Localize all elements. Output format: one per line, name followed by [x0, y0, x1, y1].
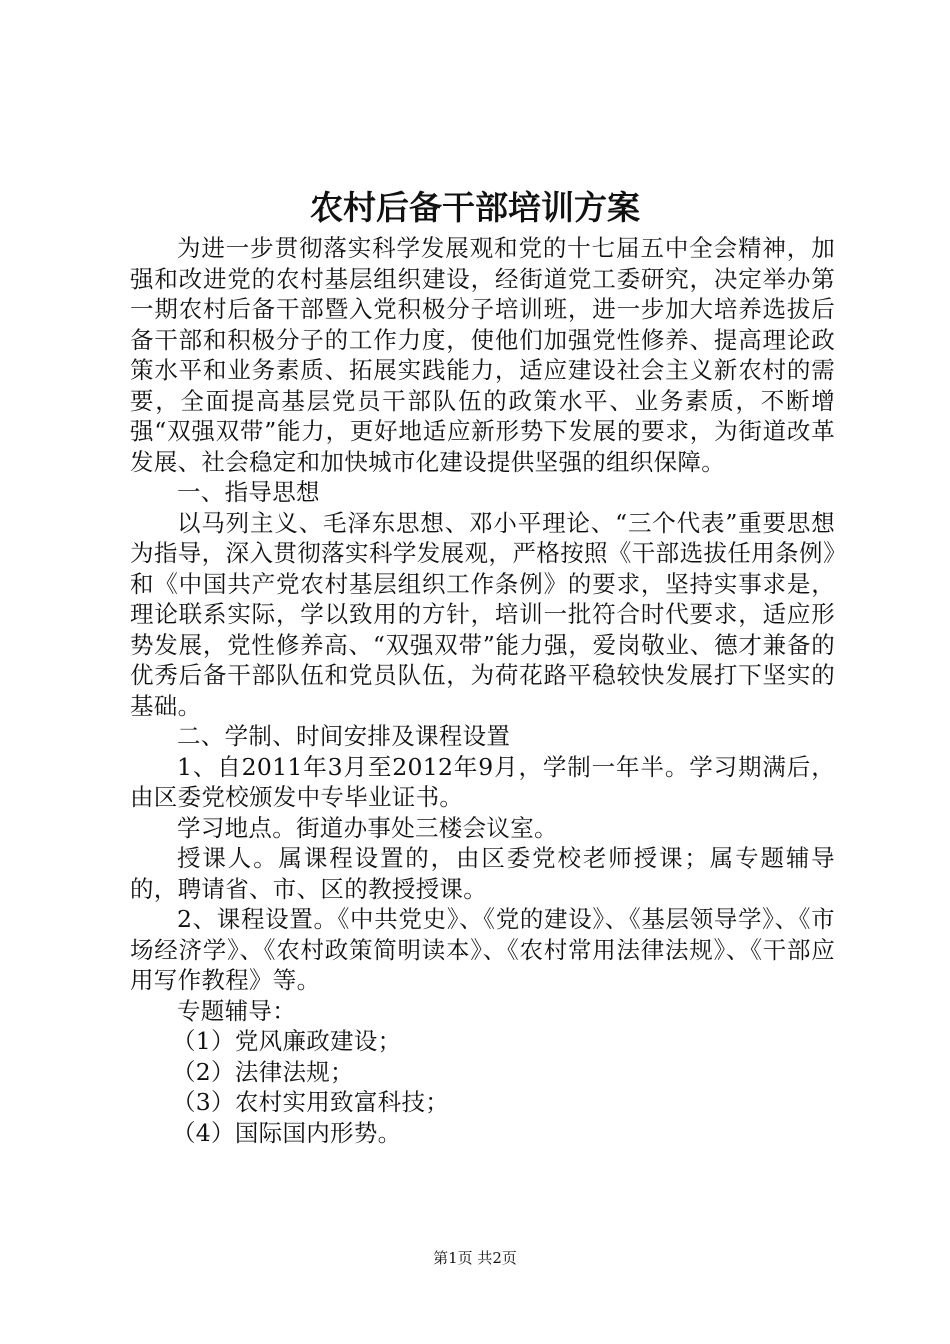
course-settings-paragraph: 2、课程设置。《中共党史》、《党的建设》、《基层领导学》、《市场经济学》、《农村政策简明读本》、《农村常用法律法规》、《干部应用写作教程》等。 [130, 905, 835, 994]
document-title: 农村后备干部培训方案 [310, 188, 640, 227]
lecturer-paragraph: 授课人。属课程设置的，由区委党校老师授课；属专题辅导的，聘请省、市、区的教授授课。 [130, 844, 835, 903]
document-body [130, 233, 835, 1148]
section-heading-guiding-ideology: 一、指导思想 [177, 478, 320, 506]
list-item: （2）法律法规； [172, 1057, 354, 1086]
list-item: （4）国际国内形势。 [172, 1118, 402, 1147]
list-item: （1）党风廉政建设； [172, 1027, 402, 1055]
page-footer: 第1页 共2页 [433, 1249, 517, 1267]
list-item: （3）农村实用致富科技； [172, 1088, 450, 1116]
special-topics-heading: 专题辅导： [177, 996, 296, 1025]
intro-paragraph: 为进一步贯彻落实科学发展观和党的十七届五中全会精神，加强和改进党的农村基层组织建设，经街道党工委研究，决定举办第一期农村后备干部暨入党积极分子培训班，进一步加大培养选拔后备干部和积极分子的工作力度，使他们加强党性修养、提高理论政策水平和业务素质、拓展实践能力，适应建设社会主义新农村的需要，全面提高基层党员干部队伍的政策水平、业务素质，不断增强“双强双带”能力，更好地适应新形势下发展的要求，为街道改革发展、社会稳定和加快城市化建设提供坚强的组织保障。 [130, 234, 835, 476]
study-location-paragraph: 学习地点。街道办事处三楼会议室。 [177, 813, 558, 842]
schedule-paragraph: 1、自2011年3月至2012年9月，学制一年半。学习期满后，由区委党校颁发中专毕业证书。 [130, 752, 835, 811]
section-heading-schedule-courses: 二、学制、时间安排及课程设置 [177, 722, 511, 750]
guiding-ideology-paragraph: 以马列主义、毛泽东思想、邓小平理论、“三个代表”重要思想为指导，深入贯彻落实科学发展观，严格按照《干部选拔任用条例》和《中国共产党农村基层组织工作条例》的要求，坚持实事求是，理论联系实际，学以致用的方针，培训一批符合时代要求，适应形势发展，党性修养高、“双强双带”能力强，爱岗敬业、德才兼备的优秀后备干部队伍和党员队伍，为荷花路平稳较快发展打下坚实的基础。 [130, 508, 835, 720]
